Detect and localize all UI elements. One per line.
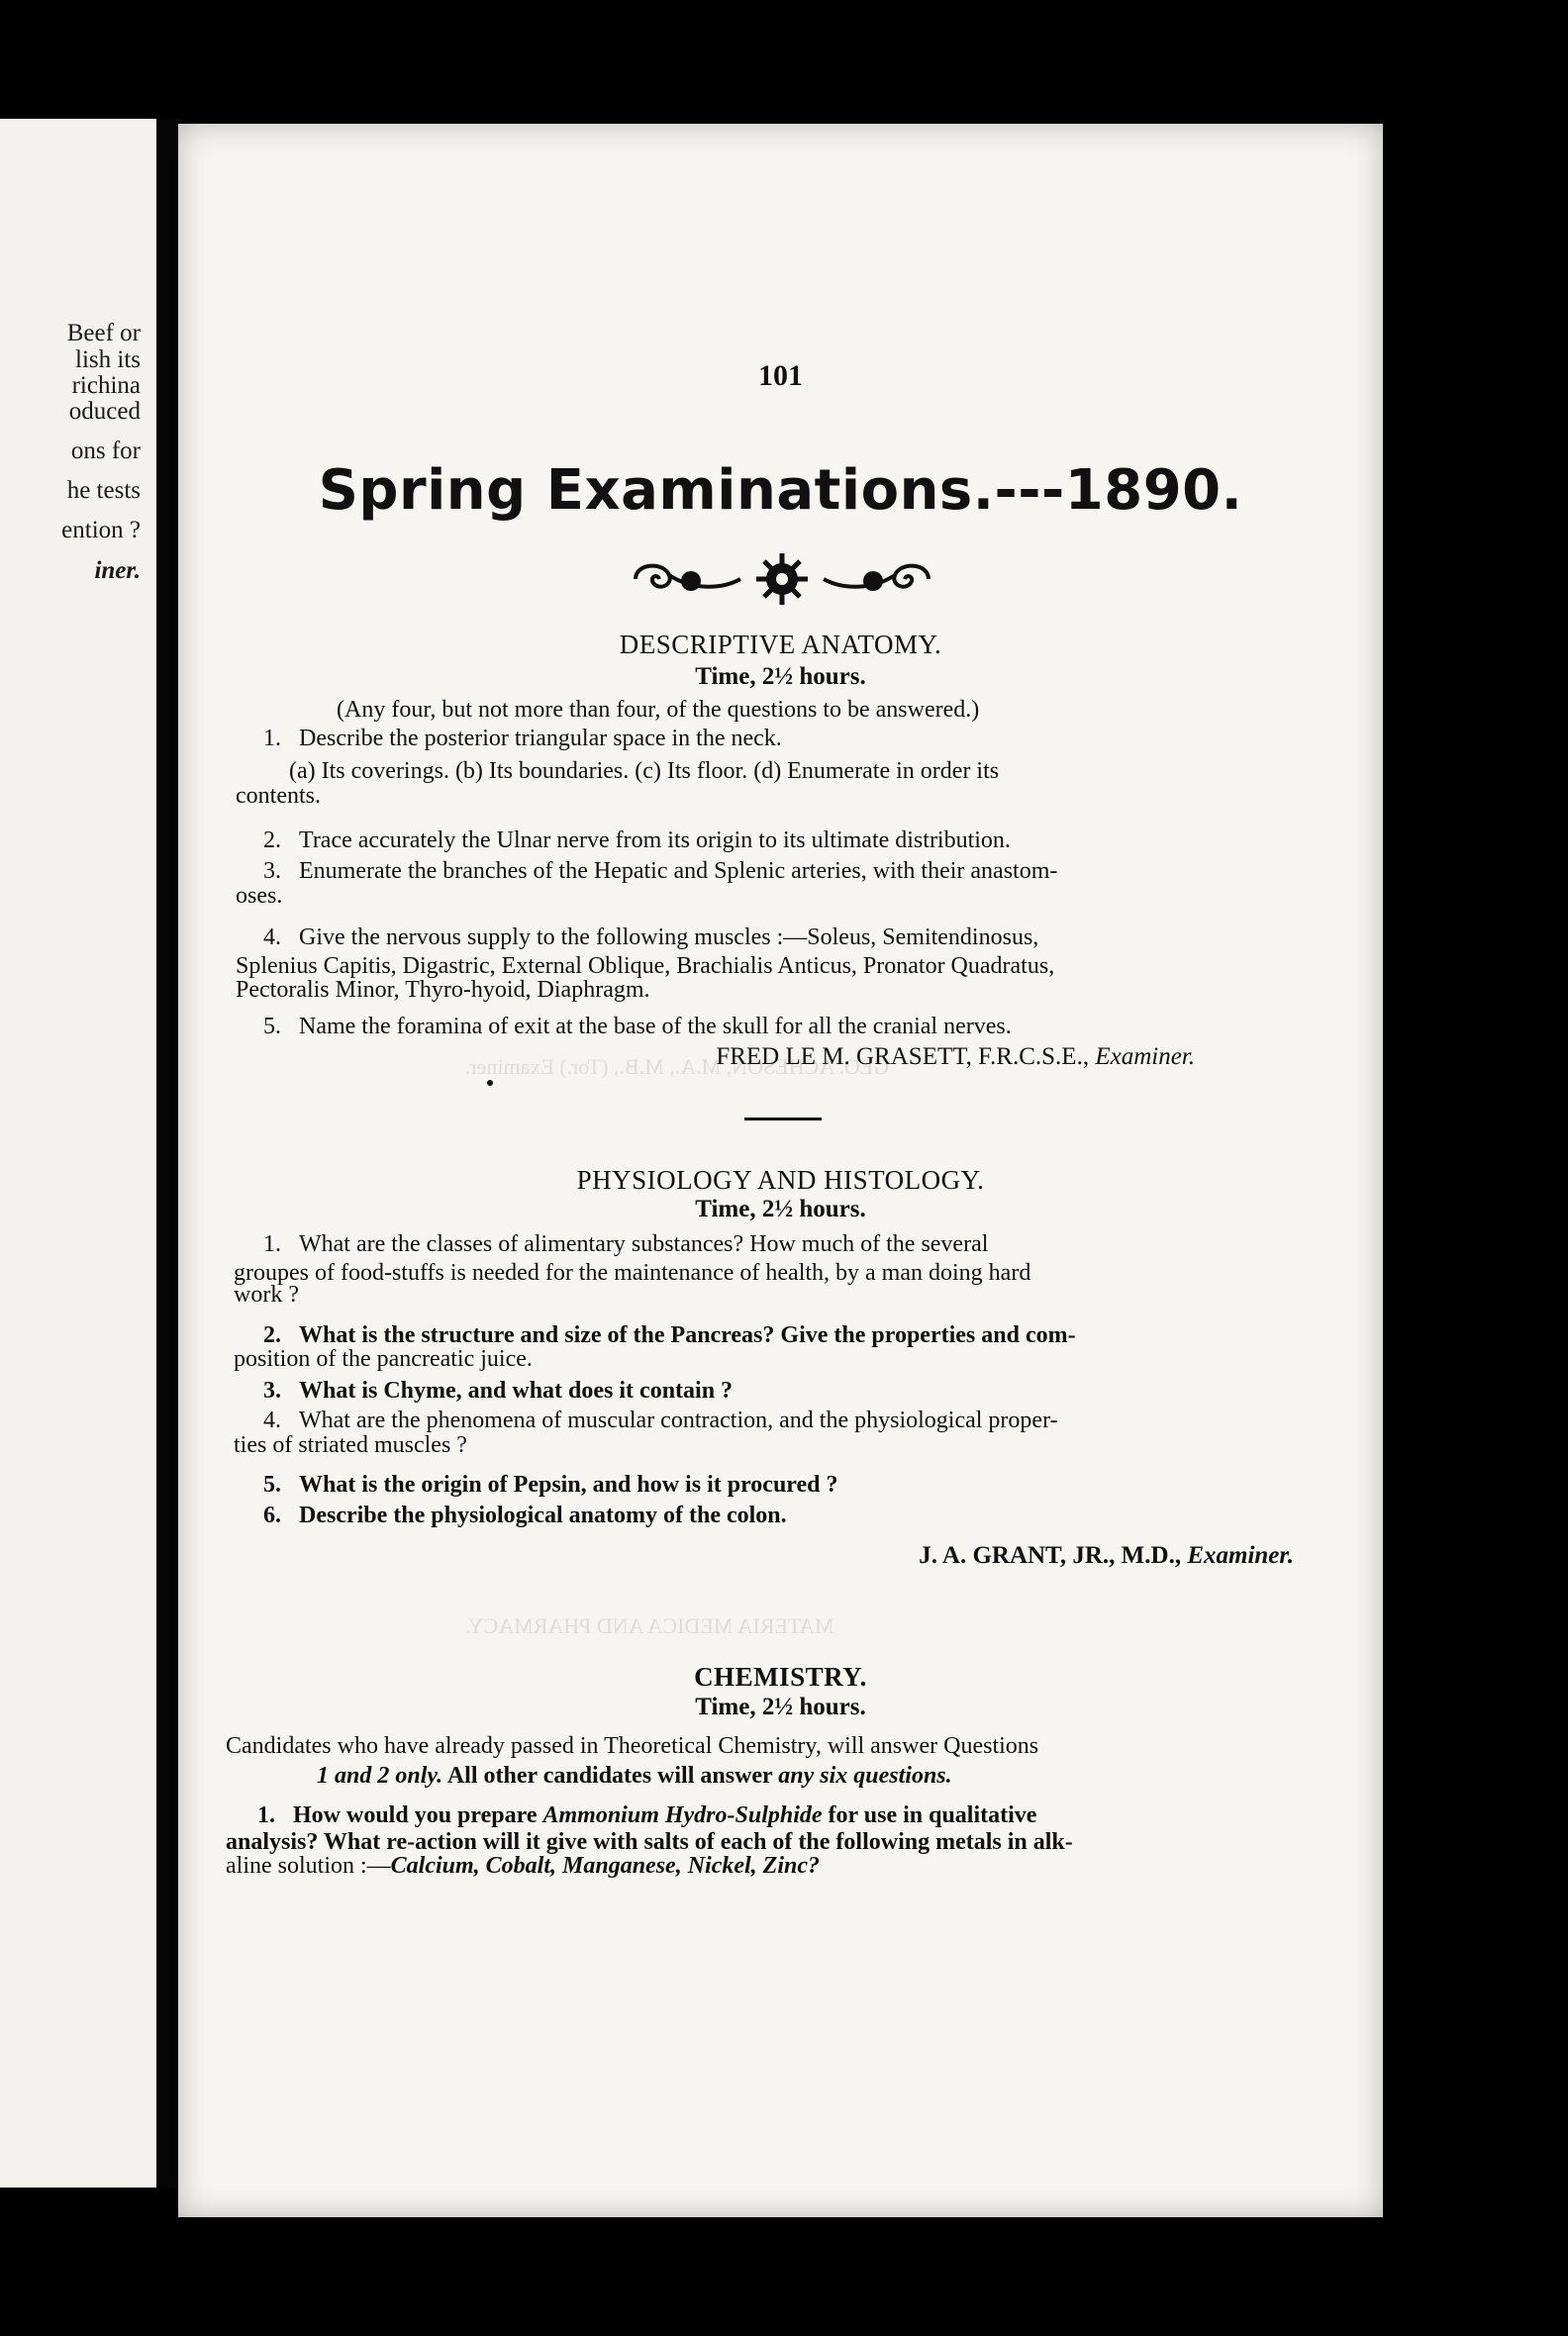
facing-page-fragment: he tests (66, 477, 141, 504)
question-number: 3. (263, 858, 281, 884)
chemistry-instructions: Candidates who have already passed in Theoretical Chemistry, will answer Questions (226, 1733, 1039, 1759)
question-number: 1. (263, 726, 281, 751)
bleed-through-text: GEO. ACHESON, M.A., M.B., (Tor.) Examiner. (465, 1054, 890, 1079)
examiner-name: J. A. GRANT, JR., M.D., (919, 1542, 1182, 1569)
question-item (263, 827, 1323, 855)
facing-page-edge (0, 119, 156, 2188)
chemistry-instructions (317, 1762, 1323, 1791)
question-item (263, 1230, 1323, 1259)
book-gutter (156, 119, 178, 2188)
decorative-ornament-icon (624, 549, 940, 611)
question-number: 4. (263, 1408, 281, 1433)
question-text: aline solution :— (226, 1853, 391, 1879)
instruction-emphasis: 1 and 2 only. (317, 1763, 443, 1789)
question-item (226, 1852, 1365, 1881)
facing-page-fragment: Beef or (66, 320, 141, 346)
question-text: Describe the physiological anatomy of the colon. (299, 1503, 787, 1528)
question-text: Give the nervous supply to the following muscles :—Soleus, Semitendinosus, (299, 925, 1039, 950)
facing-page-fragment: richina (71, 372, 141, 399)
document-page (178, 124, 1383, 2217)
examiner-signature (716, 1043, 1195, 1071)
question-text: work ? (234, 1282, 299, 1308)
question-number: 2. (263, 827, 281, 853)
question-number: 2. (263, 1322, 281, 1348)
question-text: Enumerate the branches of the Hepatic and Splenic arteries, with their anastom- (299, 858, 1058, 884)
section-heading-physiology: PHYSIOLOGY AND HISTOLOGY. (576, 1165, 985, 1195)
section-time: Time, 2½ hours. (695, 663, 866, 690)
question-text: Splenius Capitis, Digastric, External Oblique, Brachialis Anticus, Pronator Quadratus, (236, 953, 1055, 979)
question-number: 1. (257, 1802, 275, 1828)
examiner-role: Examiner. (1187, 1542, 1294, 1569)
page-title: Spring Examinations.---1890. (318, 458, 1243, 523)
page-number: 101 (758, 359, 803, 392)
bleed-through-text: MATERIA MEDICA AND PHARMACY. (465, 1613, 834, 1638)
question-number: 6. (263, 1503, 281, 1528)
question-item (263, 1013, 1323, 1041)
examiner-name: FRED LE M. GRASETT, F.R.C.S.E., (716, 1043, 1090, 1070)
question-text: contents. (236, 783, 321, 809)
examiner-role: Examiner. (1095, 1043, 1195, 1070)
question-emphasis: Ammonium Hydro-Sulphide (542, 1802, 823, 1828)
question-number: 4. (263, 925, 281, 950)
question-number: 5. (263, 1014, 281, 1039)
question-item (263, 1471, 1323, 1500)
question-text: What is the structure and size of the Pancreas? Give the properties and com- (299, 1322, 1076, 1348)
ink-speck (487, 1080, 493, 1086)
section-time: Time, 2½ hours. (695, 1694, 866, 1720)
question-item (263, 1502, 1323, 1530)
question-text: What is the origin of Pepsin, and how is it procured ? (299, 1472, 838, 1498)
section-heading-anatomy: DESCRIPTIVE ANATOMY. (619, 630, 942, 659)
question-number: 3. (263, 1378, 281, 1404)
question-text: What is Chyme, and what does it contain ? (299, 1378, 734, 1404)
facing-page-fragment: lish its (75, 346, 141, 373)
facing-page-fragment: iner. (94, 557, 141, 584)
facing-page-fragment: ention ? (61, 517, 141, 543)
question-text: ties of striated muscles ? (234, 1432, 467, 1458)
question-emphasis: Calcium, Cobalt, Manganese, Nickel, Zinc? (390, 1853, 820, 1879)
question-text: Pectoralis Minor, Thyro-hyoid, Diaphragm. (236, 977, 650, 1003)
question-text: groupes of food-stuffs is needed for the maintenance of health, by a man doing hard (234, 1260, 1031, 1286)
examiner-signature (919, 1542, 1294, 1570)
question-text: for use in qualitative (828, 1802, 1037, 1828)
instruction-text: All other candidates will answer (446, 1763, 773, 1789)
question-item (263, 725, 1323, 753)
question-text: What are the classes of alimentary substances? How much of the several (299, 1231, 989, 1257)
section-divider (744, 1118, 822, 1120)
question-text: Describe the posterior triangular space in the neck. (299, 726, 782, 751)
question-text: oses. (236, 883, 283, 909)
facing-page-fragment: oduced (68, 398, 141, 425)
question-number: 1. (263, 1231, 281, 1257)
question-text: (a) Its coverings. (b) Its boundaries. (c) Its floor. (d) Enumerate in order its (289, 758, 1000, 784)
question-text: Name the foramina of exit at the base of the skull for all the cranial nerves. (299, 1014, 1012, 1039)
question-text: How would you prepare (293, 1802, 538, 1828)
question-item (263, 1377, 1323, 1406)
question-text: position of the pancreatic juice. (234, 1346, 533, 1372)
question-text: Trace accurately the Ulnar nerve from its origin to its ultimate distribution. (299, 827, 1011, 853)
instruction-emphasis: any six questions. (778, 1763, 952, 1789)
question-text: What are the phenomena of muscular contraction, and the physiological proper- (299, 1408, 1058, 1433)
question-text: analysis? What re-action will it give with salts of each of the following metals in alk- (226, 1829, 1073, 1855)
question-number: 5. (263, 1472, 281, 1498)
question-item (263, 924, 1323, 952)
instructions-note: (Any four, but not more than four, of the questions to be answered.) (337, 697, 980, 723)
question-item (257, 1801, 1365, 1830)
section-heading-chemistry: CHEMISTRY. (694, 1662, 867, 1692)
facing-page-fragment: ons for (70, 438, 141, 464)
section-time: Time, 2½ hours. (695, 1196, 866, 1222)
